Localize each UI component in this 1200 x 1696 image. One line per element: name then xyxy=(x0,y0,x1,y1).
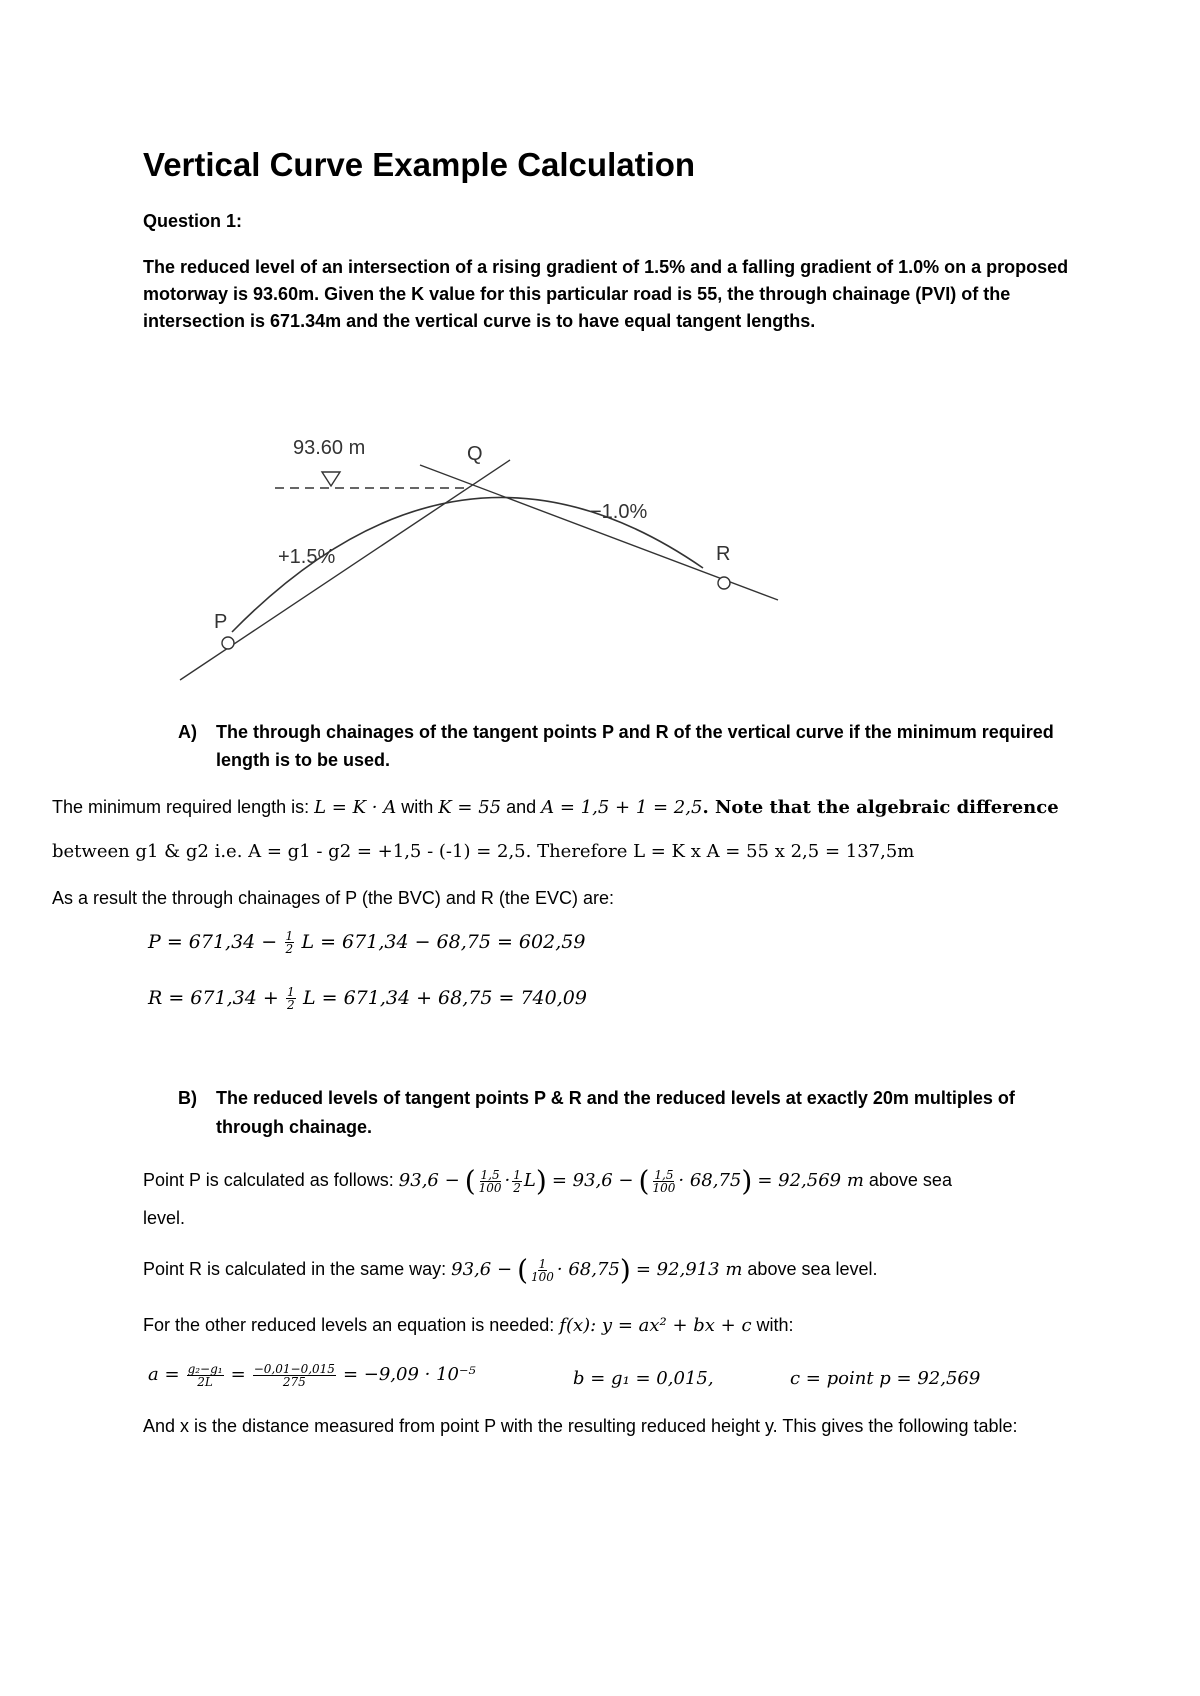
falling-gradient-label: −1.0% xyxy=(590,501,648,523)
coefficient-b: b = g₁ = 0,015, xyxy=(573,1368,714,1389)
elevation-label: 93.60 m xyxy=(293,437,366,459)
part-b-text: The reduced levels of tangent points P & R and the reduced levels at exactly 20m multiples of through chainage. xyxy=(216,1088,1015,1137)
question-text: The reduced level of an intersection of a rising gradient of 1.5% and a falling gradient of 1.0% on a proposed motorway is 93.60m. Given the K value for this particular road is 55, the through chainage (PVI) of the intersection is 671.34m and the vertical curve is to have equal tangent lengths. xyxy=(143,257,1069,331)
equation-r-chainage: R = 671,34 + $\frac{1}{2}$ L = 671,34 + 68,75 = 740,09 xyxy=(148,985,587,1013)
coefficient-c: c = point p = 92,569 xyxy=(790,1368,981,1389)
closing-paragraph: And x is the distance measured from point P with the resulting reduced height y. This gives the following table: xyxy=(143,1416,1018,1436)
point-p-calculation-continued: level. xyxy=(143,1208,186,1228)
page-title: Vertical Curve Example Calculation xyxy=(143,146,696,183)
point-q-label: Q xyxy=(467,443,483,465)
point-r-label: R xyxy=(716,543,731,565)
point-p-calculation: Point P is calculated as follows: 93,6 − ( $\frac{1,5}{100}$ · $\frac{1}{2}$ L) = 93,6 − ( $\frac{1,5}{100}$ · 68,75) = 92,569 m above sea xyxy=(143,1164,952,1198)
part-a-label: A) xyxy=(178,722,197,742)
chainages-intro-line: As a result the through chainages of P (the BVC) and R (the EVC) are: xyxy=(52,888,614,908)
part-a-text: The through chainages of the tangent points P and R of the vertical curve if the minimum required length is to be used. xyxy=(216,722,1054,770)
coefficient-a: a = $\frac{\text{g₂−g₁}}{2L}$ = $\frac{-0,01-0,015}{275}$ = −9,09 · 10⁻⁵ xyxy=(148,1361,476,1389)
point-r-calculation: Point R is calculated in the same way: 93,6 − ( $\frac{1}{100}$ · 68,75) = 92,913 m above sea level. xyxy=(143,1253,878,1287)
part-b-heading xyxy=(178,1084,1078,1142)
rising-gradient-label: +1.5% xyxy=(278,546,336,568)
min-length-line: The minimum required length is: L = K · A with K = 55 and A = 1,5 + 1 = 2,5. Note that the algebraic difference xyxy=(52,797,1059,818)
elevation-marker-icon xyxy=(322,472,340,486)
point-p-marker xyxy=(222,637,234,649)
vertical-curve-diagram xyxy=(160,400,800,700)
algebraic-difference-line: between g1 & g2 i.e. A = g1 - g2 = +1,5 - (-1) = 2,5. Therefore L = K x A = 55 x 2,5 = 137,5m xyxy=(52,841,915,862)
equation-p-chainage: P = 671,34 − $\frac{1}{2}$ L = 671,34 − 68,75 = 602,59 xyxy=(148,929,586,957)
part-b-label: B) xyxy=(178,1088,197,1108)
question-label: Question 1: xyxy=(143,211,243,231)
point-r-marker xyxy=(718,577,730,589)
part-a-heading xyxy=(178,718,1078,774)
point-p-label: P xyxy=(214,611,228,633)
equation-needed-line: For the other reduced levels an equation is needed: f(x): y = ax² + bx + c with: xyxy=(143,1315,794,1336)
